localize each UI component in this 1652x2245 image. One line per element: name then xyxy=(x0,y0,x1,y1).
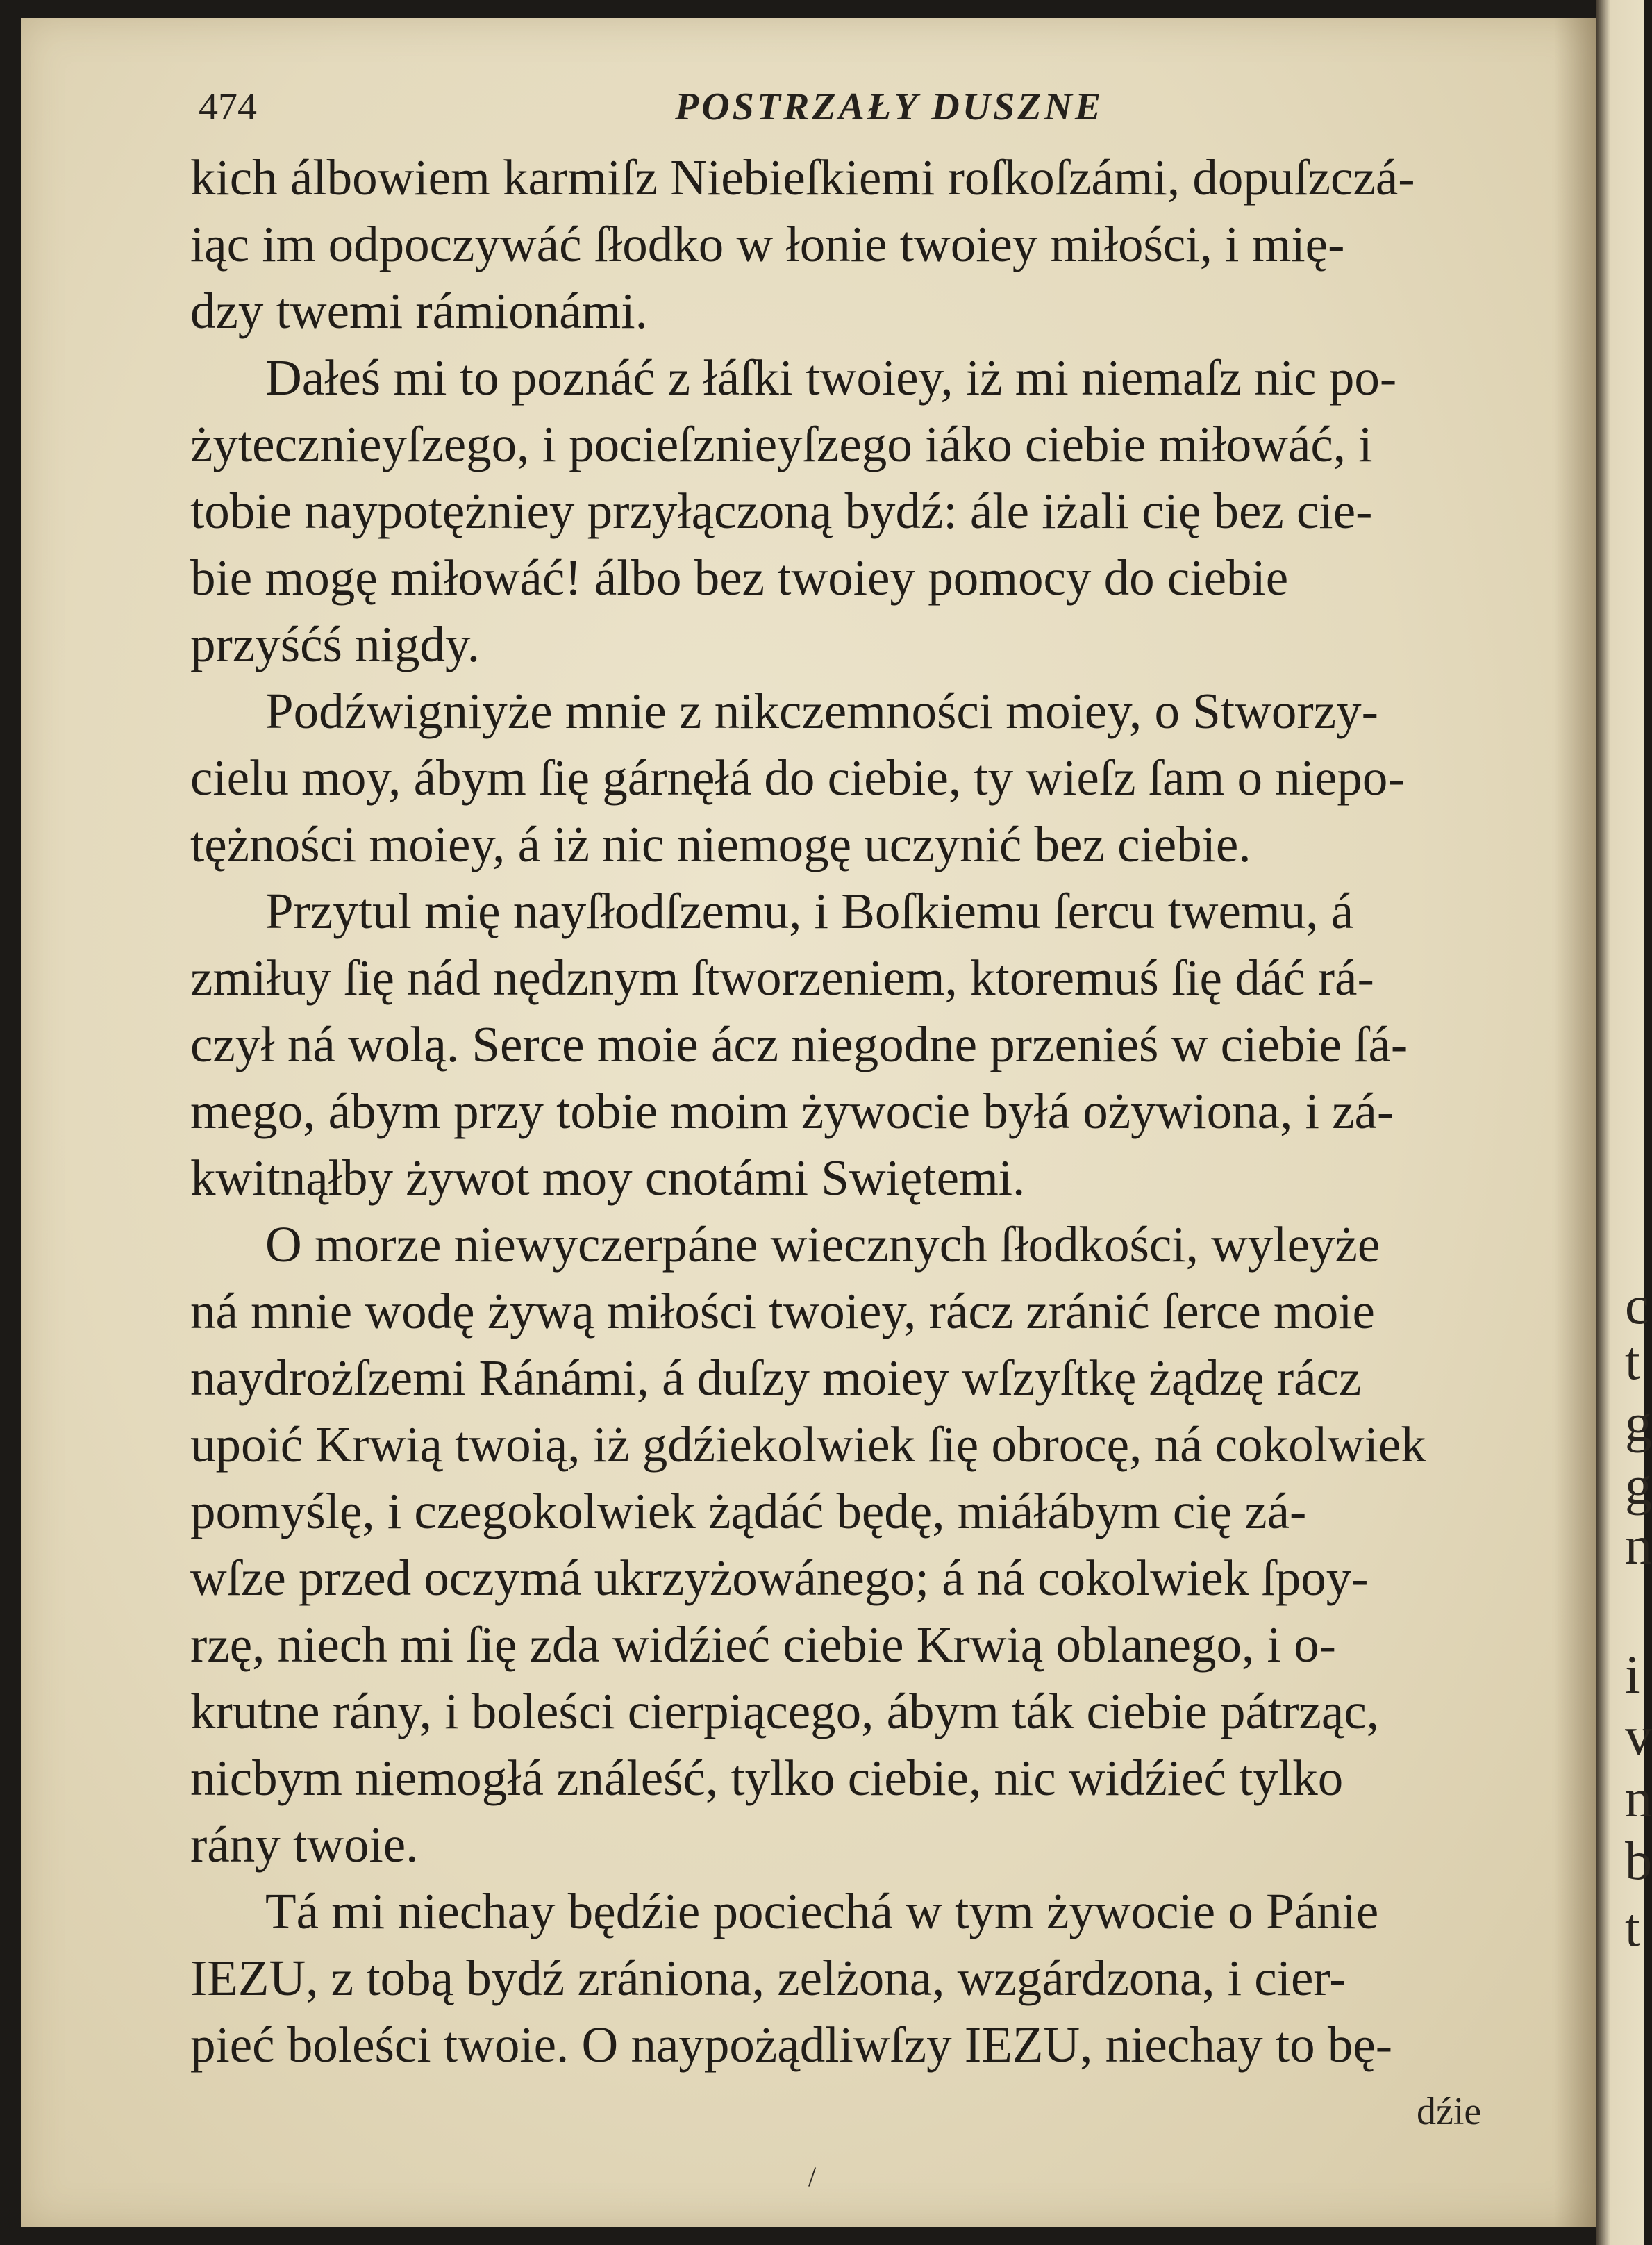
text-line: rány twoie. xyxy=(190,1816,419,1873)
body-text xyxy=(190,144,1546,2078)
text-line: IEZU, z tobą bydź zrániona, zelżona, wzgárdzona, i cier- xyxy=(190,1950,1346,2006)
catchword: dźie xyxy=(1417,2090,1482,2133)
facing-page-fragment: c xyxy=(1625,1275,1649,1335)
facing-page-fragment: g xyxy=(1625,1393,1652,1453)
text-line: przyśćś nigdy. xyxy=(190,616,480,672)
text-line: mego, ábym przy tobie moim żywocie byłá ożywiona, i zá- xyxy=(190,1083,1394,1139)
text-line: Przytul mię nayſłodſzemu, i Boſkiemu ſercu twemu, á xyxy=(265,883,1354,939)
text-line: nicbym niemogłá ználeść, tylko ciebie, nic widźieć tylko xyxy=(190,1750,1344,1806)
text-line: tężności moiey, á iż nic niemogę uczynić bez ciebie. xyxy=(190,816,1251,872)
facing-page-fragment: n xyxy=(1625,1515,1652,1575)
text-line: upoić Krwią twoią, iż gdźiekolwiek ſię obrocę, ná cokolwiek xyxy=(190,1416,1426,1473)
text-line: tobie naypotężniey przyłączoną bydź: ále iżali cię bez cie- xyxy=(190,483,1373,539)
text-line: Tá mi niechay będźie pociechá w tym żywocie o Pánie xyxy=(265,1883,1379,1939)
text-line: dzy twemi rámionámi. xyxy=(190,283,648,339)
text-line: pomyślę, i czegokolwiek żądáć będę, miáłábym cię zá- xyxy=(190,1483,1307,1539)
text-line: O morze niewyczerpáne wiecznych ſłodkości, wyleyże xyxy=(265,1216,1380,1273)
page-number: 474 xyxy=(199,85,257,129)
text-line: Dałeś mi to poznáć z łáſki twoiey, iż mi niemaſz nic po- xyxy=(265,349,1397,406)
text-line: krutne rány, i boleści cierpiącego, ábym ták ciebie pátrząc, xyxy=(190,1683,1379,1739)
facing-page-edge xyxy=(1596,0,1652,2245)
text-line: ná mnie wodę żywą miłości twoiey, rácz zránić ſerce moie xyxy=(190,1283,1375,1339)
facing-page-fragment: v xyxy=(1625,1705,1652,1766)
text-line: Podźwigniyże mnie z nikczemności moiey, o Stworzy- xyxy=(265,683,1378,739)
text-line: cielu moy, ábym ſię gárnęłá do ciebie, ty wieſz ſam o niepo- xyxy=(190,749,1405,806)
facing-page-fragment: b xyxy=(1625,1830,1652,1891)
text-line: rzę, niech mi ſię zda widźieć ciebie Krwią oblanego, i o- xyxy=(190,1616,1336,1673)
text-line: pieć boleści twoie. O naypożądliwſzy IEZU, niechay to bę- xyxy=(190,2016,1393,2073)
text-line: kwitnąłby żywot moy cnotámi Swiętemi. xyxy=(190,1150,1026,1206)
facing-page-fragment: g xyxy=(1625,1455,1652,1516)
facing-page-fragment: n xyxy=(1625,1768,1652,1828)
text-line: zmiłuy ſię nád nędznym ſtworzeniem, ktoremuś ſię dáć rá- xyxy=(190,950,1374,1006)
text-line: czył ná wolą. Serce moie ácz niegodne przenieś w ciebie ſá- xyxy=(190,1016,1408,1072)
running-head: POSTRZAŁY DUSZNE xyxy=(675,85,1104,129)
text-line: bie mogę miłowáć! álbo bez twoiey pomocy do ciebie xyxy=(190,549,1289,606)
facing-page-fragment: t xyxy=(1625,1897,1640,1957)
text-line: wſze przed oczymá ukrzyżowánego; á ná cokolwiek ſpoy- xyxy=(190,1550,1369,1606)
text-line: naydrożſzemi Ránámi, á duſzy moiey wſzyſtkę żądzę rácz xyxy=(190,1350,1362,1406)
page-header xyxy=(199,75,1518,144)
facing-page-fragment: t xyxy=(1625,1330,1640,1391)
text-line: kich álbowiem karmiſz Niebieſkiemi roſkoſzámi, dopuſzczá- xyxy=(190,149,1415,206)
text-line: żytecznieyſzego, i pocieſznieyſzego iáko ciebie miłowáć, i xyxy=(190,416,1373,472)
stray-mark: / xyxy=(808,2161,817,2192)
facing-page-fragment: i xyxy=(1625,1644,1640,1705)
text-line: iąc im odpoczywáć ſłodko w łonie twoiey miłości, i mię- xyxy=(190,216,1345,272)
